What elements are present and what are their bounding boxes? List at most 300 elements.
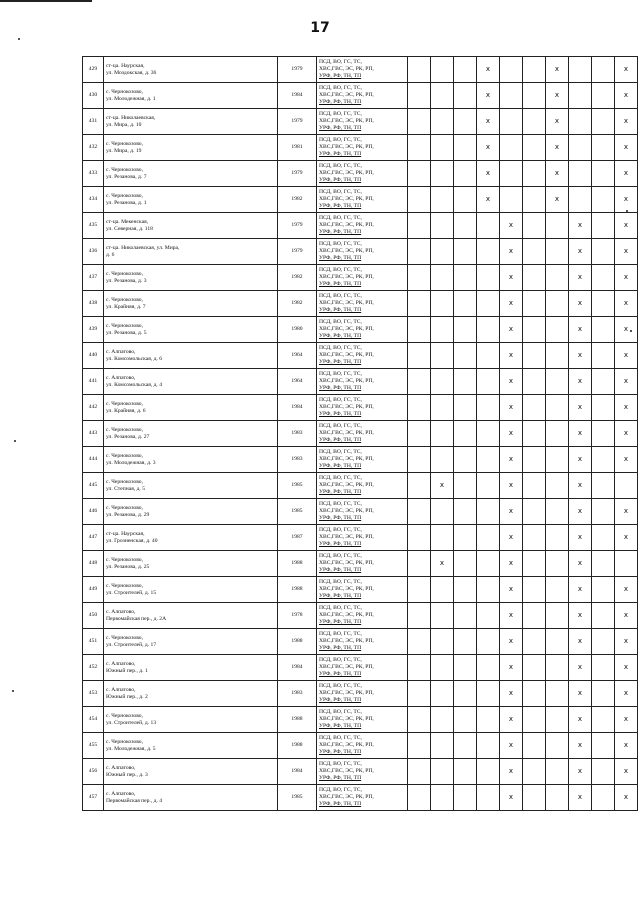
mark-cell-empty: [546, 499, 569, 525]
service-codes-cell: [317, 109, 408, 135]
service-code-line: ХВС,ГВС, ЭС, РК, РП,: [319, 482, 374, 488]
mark-cell-empty: [477, 603, 500, 629]
mark-cell-empty: [523, 265, 546, 291]
mark-cell-empty: [523, 109, 546, 135]
service-code-line: УРФ, РФ, ТН, ТП: [319, 72, 362, 79]
address-cell: [104, 265, 278, 291]
table-row: [83, 239, 638, 265]
x-mark: x: [615, 629, 638, 655]
service-code-line: ХВС,ГВС, ЭС, РК, РП,: [319, 534, 374, 540]
x-mark: x: [615, 603, 638, 629]
address-line: ул. Молодежная, д. 5: [106, 745, 156, 752]
mark-cell-empty: [523, 577, 546, 603]
address-line: с. Чернокозово,: [106, 582, 143, 589]
x-mark: x: [615, 83, 638, 109]
table-row: [83, 161, 638, 187]
service-code-line: ПСД, ВО, ГС, ТС,: [319, 189, 362, 196]
service-code-line: УРФ, РФ, ТН, ТП: [319, 436, 362, 443]
service-code-line: ХВС,ГВС, ЭС, РК, РП,: [319, 196, 374, 202]
address-line: с. Чернокозово,: [106, 296, 143, 303]
mark-cell-empty: [408, 551, 431, 577]
address-line: ул. Молодежная, д. 3: [106, 459, 156, 466]
service-code-line: УРФ, РФ, ТН, ТП: [319, 150, 362, 157]
address-cell: [104, 733, 278, 759]
service-code-line: УРФ, РФ, ТН, ТП: [319, 358, 362, 365]
mark-cell-empty: [546, 343, 569, 369]
service-codes-cell: [317, 421, 408, 447]
service-code-line: УРФ, РФ, ТН, ТП: [319, 748, 362, 755]
service-code-line: ПСД, ВО, ГС, ТС,: [319, 761, 362, 768]
mark-cell-empty: [431, 343, 454, 369]
mark-cell-empty: [477, 577, 500, 603]
mark-cell-empty: [477, 473, 500, 499]
service-codes-cell: [317, 187, 408, 213]
service-code-line: ХВС,ГВС, ЭС, РК, РП,: [319, 378, 374, 384]
mark-cell-empty: [592, 395, 615, 421]
mark-cell-empty: [408, 785, 431, 811]
table-row: [83, 395, 638, 421]
x-mark: x: [615, 369, 638, 395]
service-code-line: ХВС,ГВС, ЭС, РК, РП,: [319, 586, 374, 592]
x-mark: x: [615, 733, 638, 759]
mark-cell-empty: [431, 707, 454, 733]
address-line: Южный пер., д. 3: [106, 771, 148, 778]
x-mark: x: [569, 447, 592, 473]
address-line: с. Чернокозово,: [106, 426, 143, 433]
mark-cell-empty: [546, 291, 569, 317]
address-line: Южный пер., д. 2: [106, 693, 148, 700]
row-number: 436: [83, 239, 104, 265]
x-mark: x: [500, 473, 523, 499]
row-number: 455: [83, 733, 104, 759]
address-cell: [104, 317, 278, 343]
mark-cell-empty: [408, 525, 431, 551]
mark-cell-empty: [569, 135, 592, 161]
mark-cell-empty: [408, 473, 431, 499]
service-codes-cell: [317, 629, 408, 655]
row-number: 434: [83, 187, 104, 213]
mark-cell-empty: [408, 733, 431, 759]
x-mark: x: [546, 135, 569, 161]
address-cell: [104, 135, 278, 161]
mark-cell-empty: [454, 655, 477, 681]
x-mark: x: [500, 785, 523, 811]
mark-cell-empty: [454, 291, 477, 317]
x-mark: x: [569, 603, 592, 629]
address-line: ст-ца. Николаевская, ул. Мира,: [106, 244, 180, 251]
service-code-line: ПСД, ВО, ГС, ТС,: [319, 345, 362, 352]
mark-cell-empty: [454, 785, 477, 811]
service-codes-cell: [317, 499, 408, 525]
service-code-line: УРФ, РФ, ТН, ТП: [319, 254, 362, 261]
x-mark: x: [500, 551, 523, 577]
year-cell: 1984: [278, 759, 317, 785]
address-line: с. Чернокозово,: [106, 556, 143, 563]
register-body: [83, 57, 638, 811]
mark-cell-empty: [431, 785, 454, 811]
x-mark: x: [477, 109, 500, 135]
service-code-line: УРФ, РФ, ТН, ТП: [319, 514, 362, 521]
table-row: [83, 109, 638, 135]
address-line: с. Чернокозово,: [106, 634, 143, 641]
service-code-line: УРФ, РФ, ТН, ТП: [319, 488, 362, 495]
service-code-line: ПСД, ВО, ГС, ТС,: [319, 787, 362, 794]
address-cell: [104, 447, 278, 473]
service-code-line: ХВС,ГВС, ЭС, РК, РП,: [319, 92, 374, 98]
scan-speck: [18, 38, 20, 40]
address-line: ст-ца. Николаевская,: [106, 114, 156, 121]
mark-cell-empty: [592, 525, 615, 551]
x-mark: x: [615, 109, 638, 135]
service-code-line: ПСД, ВО, ГС, ТС,: [319, 553, 362, 560]
address-line: ул. Грозненская, д. 40: [106, 537, 158, 544]
x-mark: x: [500, 239, 523, 265]
service-code-line: ХВС,ГВС, ЭС, РК, РП,: [319, 612, 374, 618]
mark-cell-empty: [523, 447, 546, 473]
mark-cell-empty: [454, 603, 477, 629]
address-line: с. Чернокозово,: [106, 270, 143, 277]
service-code-line: ПСД, ВО, ГС, ТС,: [319, 319, 362, 326]
mark-cell-empty: [500, 161, 523, 187]
service-codes-cell: [317, 525, 408, 551]
address-line: ул. Резанова, д. 3: [106, 277, 147, 284]
mark-cell-empty: [477, 785, 500, 811]
address-cell: [104, 681, 278, 707]
mark-cell-empty: [592, 655, 615, 681]
address-cell: [104, 603, 278, 629]
address-line: ул. Северная, д. 118: [106, 225, 153, 232]
x-mark: x: [477, 83, 500, 109]
row-number: 446: [83, 499, 104, 525]
service-code-line: ПСД, ВО, ГС, ТС,: [319, 501, 362, 508]
row-number: 451: [83, 629, 104, 655]
mark-cell-empty: [431, 135, 454, 161]
register-table: [82, 56, 638, 811]
service-codes-cell: [317, 213, 408, 239]
x-mark: x: [615, 447, 638, 473]
mark-cell-empty: [408, 681, 431, 707]
x-mark: x: [615, 421, 638, 447]
mark-cell-empty: [477, 629, 500, 655]
mark-cell-empty: [546, 759, 569, 785]
x-mark: x: [500, 317, 523, 343]
service-code-line: ПСД, ВО, ГС, ТС,: [319, 683, 362, 690]
address-cell: [104, 343, 278, 369]
service-codes-cell: [317, 733, 408, 759]
mark-cell-empty: [454, 239, 477, 265]
service-code-line: УРФ, РФ, ТН, ТП: [319, 670, 362, 677]
x-mark: x: [615, 187, 638, 213]
year-cell: 1988: [278, 707, 317, 733]
year-cell: 1988: [278, 733, 317, 759]
mark-cell-empty: [408, 83, 431, 109]
mark-cell-empty: [592, 733, 615, 759]
service-code-line: УРФ, РФ, ТН, ТП: [319, 384, 362, 391]
mark-cell-empty: [523, 759, 546, 785]
x-mark: x: [615, 161, 638, 187]
mark-cell-empty: [592, 603, 615, 629]
address-line: с. Алпатово,: [106, 660, 136, 667]
table-row: [83, 577, 638, 603]
mark-cell-empty: [500, 109, 523, 135]
year-cell: 1979: [278, 239, 317, 265]
address-line: с. Чернокозово,: [106, 452, 143, 459]
service-code-line: УРФ, РФ, ТН, ТП: [319, 618, 362, 625]
address-line: с. Алпатово,: [106, 348, 136, 355]
service-codes-cell: [317, 369, 408, 395]
address-line: ул. Резанова, д. 25: [106, 563, 150, 570]
address-line: ул. Степная, д. 5: [106, 485, 146, 492]
table-row: [83, 603, 638, 629]
row-number: 431: [83, 109, 104, 135]
address-line: с. Чернокозово,: [106, 478, 143, 485]
mark-cell-empty: [454, 161, 477, 187]
year-cell: 1987: [278, 525, 317, 551]
mark-cell-empty: [592, 265, 615, 291]
service-code-line: УРФ, РФ, ТН, ТП: [319, 774, 362, 781]
mark-cell-empty: [592, 421, 615, 447]
service-code-line: ХВС,ГВС, ЭС, РК, РП,: [319, 456, 374, 462]
mark-cell-empty: [523, 707, 546, 733]
service-code-line: УРФ, РФ, ТН, ТП: [319, 800, 362, 807]
year-cell: 1979: [278, 161, 317, 187]
mark-cell-empty: [408, 109, 431, 135]
x-mark: x: [546, 83, 569, 109]
mark-cell-empty: [592, 629, 615, 655]
service-code-line: ХВС,ГВС, ЭС, РК, РП,: [319, 742, 374, 748]
table-row: [83, 317, 638, 343]
x-mark: x: [500, 681, 523, 707]
table-row: [83, 187, 638, 213]
mark-cell-empty: [592, 213, 615, 239]
mark-cell-empty: [546, 733, 569, 759]
address-line: ул. Резанова, д. 5: [106, 329, 147, 336]
mark-cell-empty: [454, 109, 477, 135]
mark-cell-empty: [477, 317, 500, 343]
x-mark: x: [615, 343, 638, 369]
mark-cell-empty: [431, 265, 454, 291]
service-codes-cell: [317, 343, 408, 369]
mark-cell-empty: [408, 499, 431, 525]
mark-cell-empty: [523, 317, 546, 343]
x-mark: x: [546, 187, 569, 213]
mark-cell-empty: [454, 57, 477, 83]
mark-cell-empty: [546, 369, 569, 395]
address-line: ул. Строителей, д. 17: [106, 641, 157, 648]
mark-cell-empty: [477, 291, 500, 317]
table-row: [83, 499, 638, 525]
address-line: с. Чернокозово,: [106, 166, 143, 173]
mark-cell-empty: [408, 447, 431, 473]
x-mark: x: [615, 57, 638, 83]
mark-cell-empty: [546, 473, 569, 499]
mark-cell-empty: [477, 421, 500, 447]
mark-cell-empty: [592, 759, 615, 785]
mark-cell-empty: [431, 317, 454, 343]
address-line: Первомайская пер., д. 4: [106, 797, 163, 804]
mark-cell-empty: [454, 707, 477, 733]
service-code-line: ПСД, ВО, ГС, ТС,: [319, 579, 362, 586]
mark-cell-empty: [523, 681, 546, 707]
x-mark: x: [615, 395, 638, 421]
service-code-line: УРФ, РФ, ТН, ТП: [319, 202, 362, 209]
x-mark: x: [500, 707, 523, 733]
mark-cell-empty: [431, 395, 454, 421]
x-mark: x: [500, 421, 523, 447]
mark-cell-empty: [454, 317, 477, 343]
service-code-line: УРФ, РФ, ТН, ТП: [319, 280, 362, 287]
mark-cell-empty: [523, 213, 546, 239]
mark-cell-empty: [592, 57, 615, 83]
x-mark: x: [615, 291, 638, 317]
address-cell: [104, 551, 278, 577]
service-code-line: ХВС,ГВС, ЭС, РК, РП,: [319, 144, 374, 150]
address-line: ул. Комсомольская, д. 6: [106, 355, 163, 362]
x-mark: x: [569, 395, 592, 421]
mark-cell-empty: [546, 421, 569, 447]
service-code-line: ПСД, ВО, ГС, ТС,: [319, 449, 362, 456]
mark-cell-empty: [592, 707, 615, 733]
address-line: ст-ца. Наурская,: [106, 530, 145, 537]
year-cell: 1978: [278, 603, 317, 629]
scan-speck: [14, 440, 16, 442]
table-row: [83, 291, 638, 317]
address-cell: [104, 239, 278, 265]
mark-cell-empty: [592, 161, 615, 187]
mark-cell-empty: [523, 421, 546, 447]
mark-cell-empty: [454, 395, 477, 421]
row-number: 452: [83, 655, 104, 681]
x-mark: x: [477, 57, 500, 83]
mark-cell-empty: [454, 577, 477, 603]
mark-cell-empty: [523, 629, 546, 655]
mark-cell-empty: [546, 655, 569, 681]
mark-cell-empty: [454, 447, 477, 473]
table-row: [83, 681, 638, 707]
page-number: 17: [310, 20, 330, 36]
mark-cell-empty: [477, 681, 500, 707]
year-cell: 1964: [278, 343, 317, 369]
address-line: с. Алпатово,: [106, 608, 136, 615]
address-cell: [104, 291, 278, 317]
table-row: [83, 135, 638, 161]
service-code-line: ХВС,ГВС, ЭС, РК, РП,: [319, 638, 374, 644]
mark-cell-empty: [477, 447, 500, 473]
mark-cell-empty: [546, 395, 569, 421]
x-mark: x: [500, 213, 523, 239]
service-code-line: ПСД, ВО, ГС, ТС,: [319, 657, 362, 664]
mark-cell-empty: [546, 265, 569, 291]
service-code-line: УРФ, РФ, ТН, ТП: [319, 540, 362, 547]
row-number: 454: [83, 707, 104, 733]
table-row: [83, 369, 638, 395]
row-number: 450: [83, 603, 104, 629]
year-cell: 1979: [278, 109, 317, 135]
mark-cell-empty: [569, 187, 592, 213]
mark-cell-empty: [477, 551, 500, 577]
table-row: [83, 213, 638, 239]
x-mark: x: [500, 343, 523, 369]
x-mark: x: [546, 109, 569, 135]
address-cell: [104, 707, 278, 733]
mark-cell-empty: [546, 551, 569, 577]
address-line: с. Алпатово,: [106, 374, 136, 381]
mark-cell-empty: [408, 239, 431, 265]
x-mark: x: [615, 785, 638, 811]
x-mark: x: [569, 213, 592, 239]
mark-cell-empty: [431, 499, 454, 525]
mark-cell-empty: [546, 317, 569, 343]
row-number: 456: [83, 759, 104, 785]
service-code-line: ПСД, ВО, ГС, ТС,: [319, 605, 362, 612]
table-row: [83, 421, 638, 447]
service-codes-cell: [317, 447, 408, 473]
service-code-line: УРФ, РФ, ТН, ТП: [319, 696, 362, 703]
mark-cell-empty: [408, 707, 431, 733]
address-line: с. Алпатово,: [106, 686, 136, 693]
x-mark: x: [569, 785, 592, 811]
year-cell: 1985: [278, 473, 317, 499]
service-code-line: ПСД, ВО, ГС, ТС,: [319, 709, 362, 716]
mark-cell-empty: [454, 187, 477, 213]
mark-cell-empty: [408, 57, 431, 83]
scan-speck: [630, 330, 632, 332]
mark-cell-empty: [546, 681, 569, 707]
mark-cell-empty: [454, 265, 477, 291]
service-code-line: ХВС,ГВС, ЭС, РК, РП,: [319, 404, 374, 410]
table-row: [83, 83, 638, 109]
year-cell: 1983: [278, 681, 317, 707]
service-code-line: ХВС,ГВС, ЭС, РК, РП,: [319, 768, 374, 774]
service-code-line: ПСД, ВО, ГС, ТС,: [319, 371, 362, 378]
mark-cell-empty: [592, 447, 615, 473]
mark-cell-empty: [477, 733, 500, 759]
mark-cell-empty: [431, 447, 454, 473]
x-mark: x: [569, 421, 592, 447]
service-code-line: УРФ, РФ, ТН, ТП: [319, 462, 362, 469]
row-number: 443: [83, 421, 104, 447]
x-mark: x: [500, 265, 523, 291]
table-row: [83, 629, 638, 655]
mark-cell-empty: [454, 83, 477, 109]
service-codes-cell: [317, 577, 408, 603]
address-line: ул. Мира, д. 10: [106, 121, 142, 128]
x-mark: x: [500, 499, 523, 525]
mark-cell-empty: [523, 239, 546, 265]
x-mark: x: [569, 473, 592, 499]
service-code-line: ПСД, ВО, ГС, ТС,: [319, 735, 362, 742]
mark-cell-empty: [592, 291, 615, 317]
service-code-line: ХВС,ГВС, ЭС, РК, РП,: [319, 222, 374, 228]
mark-cell-empty: [477, 707, 500, 733]
year-cell: 1980: [278, 317, 317, 343]
mark-cell-empty: [592, 343, 615, 369]
year-cell: 1984: [278, 83, 317, 109]
mark-cell-empty: [454, 525, 477, 551]
table-row: [83, 785, 638, 811]
x-mark: x: [615, 577, 638, 603]
service-codes-cell: [317, 265, 408, 291]
x-mark: x: [569, 343, 592, 369]
mark-cell-empty: [431, 291, 454, 317]
mark-cell-empty: [431, 759, 454, 785]
table-row: [83, 707, 638, 733]
x-mark: x: [500, 291, 523, 317]
address-line: с. Алпатово,: [106, 790, 136, 797]
service-code-line: УРФ, РФ, ТН, ТП: [319, 332, 362, 339]
mark-cell-empty: [431, 161, 454, 187]
address-cell: [104, 655, 278, 681]
